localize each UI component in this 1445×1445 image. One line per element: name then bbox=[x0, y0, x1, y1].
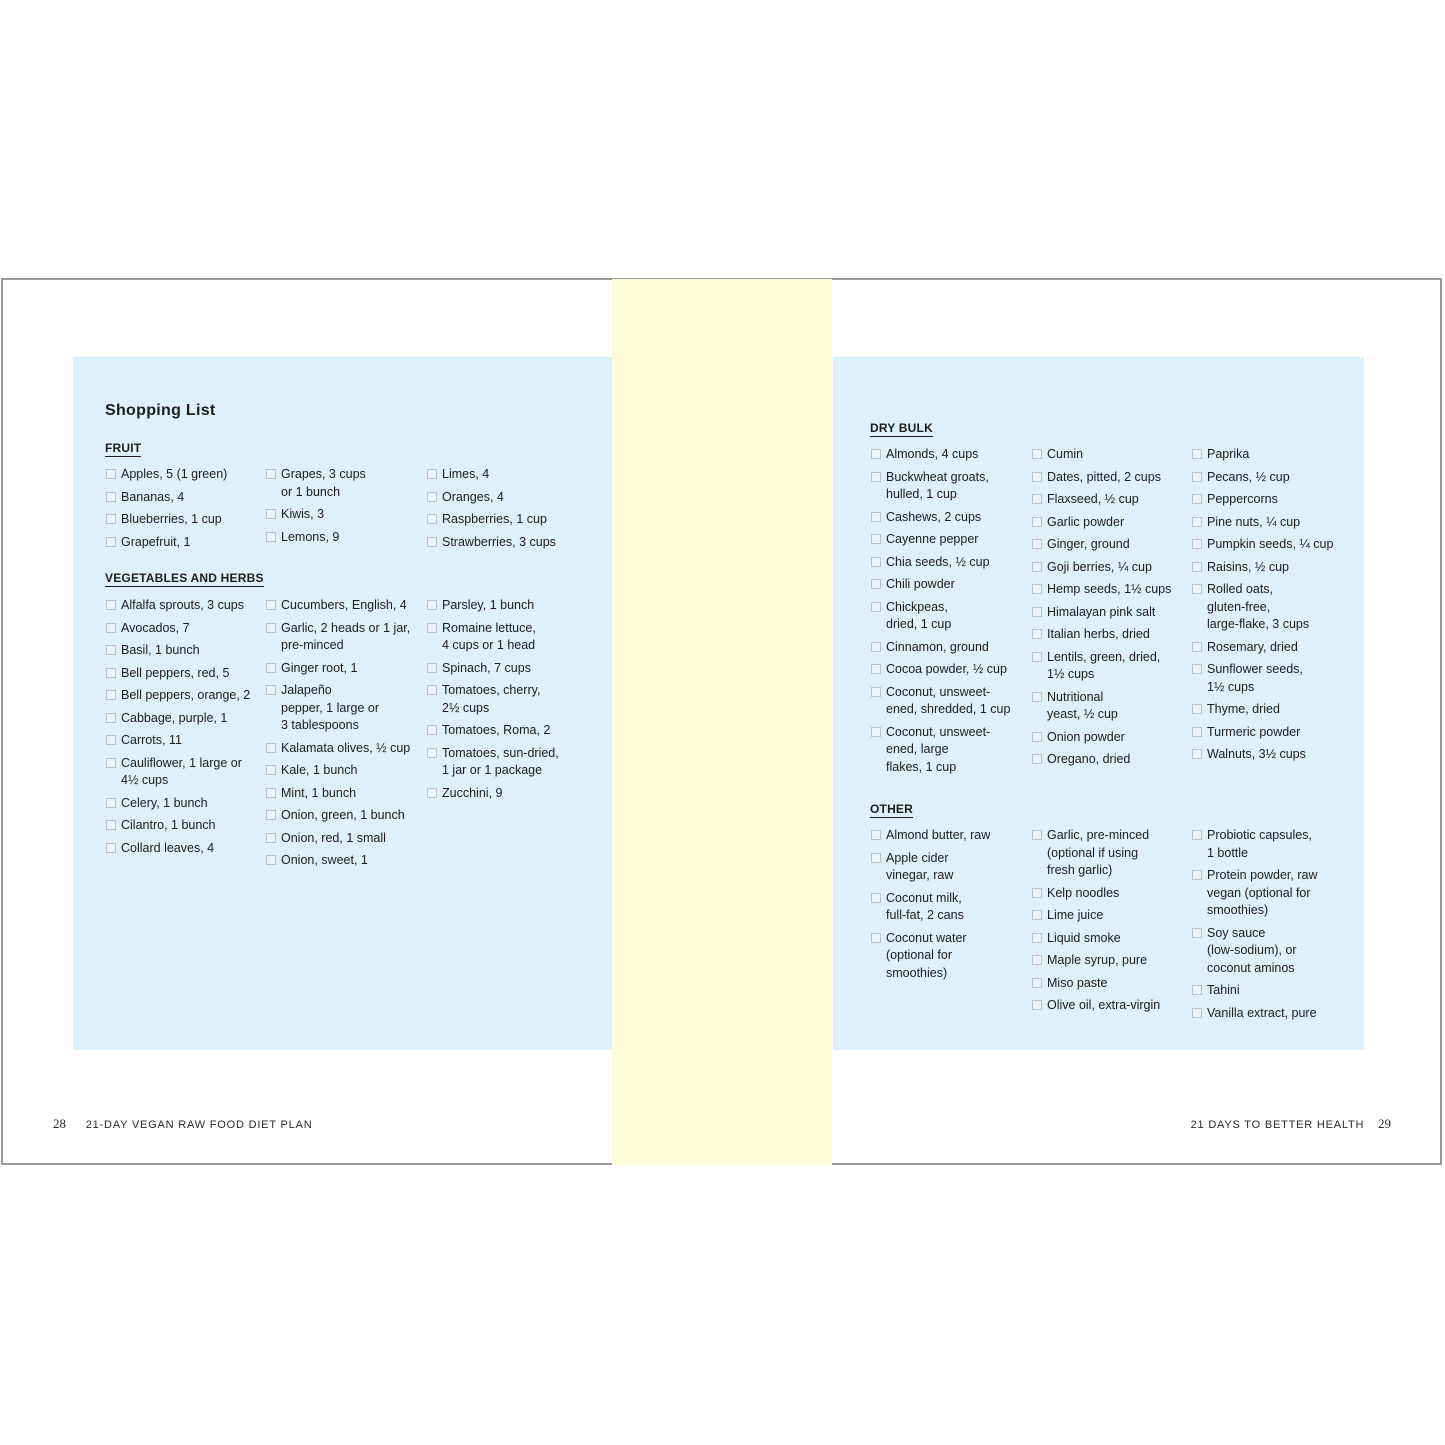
item-label: Strawberries, 3 cups bbox=[442, 534, 556, 549]
item-label: Avocados, 7 bbox=[121, 620, 190, 635]
running-head: 21 DAYS TO BETTER HEALTH bbox=[1190, 1119, 1365, 1131]
right-page-footer bbox=[1191, 1116, 1391, 1132]
checklist-item[interactable] bbox=[1192, 724, 1357, 742]
checklist-item[interactable] bbox=[427, 597, 587, 615]
checklist-item[interactable] bbox=[1192, 514, 1357, 532]
item-label: Paprika bbox=[1207, 447, 1250, 461]
item-label: Onion, green, 1 bunch bbox=[281, 808, 405, 822]
item-label: Oregano, dried bbox=[1047, 752, 1131, 766]
checkbox[interactable] bbox=[871, 512, 881, 522]
checklist-item[interactable] bbox=[1192, 446, 1357, 464]
checkbox[interactable] bbox=[427, 748, 437, 758]
item-label: Cumin bbox=[1047, 447, 1084, 461]
checkbox[interactable] bbox=[1192, 870, 1202, 880]
checklist-item[interactable] bbox=[871, 531, 1029, 549]
checklist-item[interactable] bbox=[871, 850, 1029, 885]
checkbox[interactable] bbox=[1032, 517, 1042, 527]
item-label: Pumpkin seeds, ¼ cup bbox=[1207, 537, 1334, 551]
checkbox[interactable] bbox=[1192, 727, 1202, 737]
checkbox[interactable] bbox=[266, 663, 276, 673]
item-label: Pine nuts, ¼ cup bbox=[1207, 514, 1301, 529]
item-label: Chili powder bbox=[886, 577, 955, 591]
checkbox[interactable] bbox=[1192, 664, 1202, 674]
checkbox[interactable] bbox=[427, 537, 437, 547]
checklist-item[interactable] bbox=[427, 660, 587, 678]
checklist-item[interactable] bbox=[266, 466, 421, 501]
item-label: Collard leaves, 4 bbox=[121, 840, 215, 855]
checklist-item[interactable] bbox=[106, 534, 261, 552]
checklist-item[interactable] bbox=[1032, 885, 1190, 903]
item-label: Kiwis, 3 bbox=[281, 507, 325, 521]
section-heading-fruit: FRUIT bbox=[105, 441, 142, 455]
item-label: Almond butter, raw bbox=[886, 828, 991, 842]
checklist-item[interactable] bbox=[1032, 997, 1190, 1015]
page-number: 29 bbox=[1378, 1116, 1391, 1131]
checklist-item[interactable] bbox=[1032, 975, 1190, 993]
checkbox[interactable] bbox=[1192, 472, 1202, 482]
fruit-column-3 bbox=[427, 466, 587, 551]
dry-bulk-column-1 bbox=[871, 446, 1029, 776]
checkbox[interactable] bbox=[427, 514, 437, 524]
other-column-2 bbox=[1032, 827, 1190, 1015]
checkbox[interactable] bbox=[266, 788, 276, 798]
checkbox[interactable] bbox=[106, 735, 116, 745]
checklist-item[interactable] bbox=[427, 534, 587, 552]
checkbox[interactable] bbox=[427, 663, 437, 673]
checkbox[interactable] bbox=[871, 534, 881, 544]
checklist-item[interactable] bbox=[1192, 701, 1357, 719]
checklist-item[interactable] bbox=[871, 724, 1029, 777]
item-label: Tomatoes, cherry, 2½ cups bbox=[442, 683, 541, 715]
checklist-item[interactable] bbox=[427, 722, 587, 740]
checklist-item[interactable] bbox=[1032, 559, 1190, 577]
checklist-item[interactable] bbox=[871, 599, 1029, 634]
checklist-item[interactable] bbox=[106, 732, 264, 750]
checklist-item[interactable] bbox=[106, 511, 261, 529]
section-heading-dry-bulk: DRY BULK bbox=[870, 421, 933, 435]
item-label: Buckwheat groats, hulled, 1 cup bbox=[886, 469, 989, 501]
page-title: Shopping List bbox=[105, 402, 216, 419]
checkbox[interactable] bbox=[106, 668, 116, 678]
item-label: Peppercorns bbox=[1207, 492, 1278, 506]
item-label: Lentils, green, dried, 1½ cups bbox=[1047, 649, 1161, 681]
checkbox[interactable] bbox=[1032, 978, 1042, 988]
item-label: Zucchini, 9 bbox=[442, 785, 503, 800]
checkbox[interactable] bbox=[427, 492, 437, 502]
other-column-3 bbox=[1192, 827, 1357, 1022]
checklist-item[interactable] bbox=[266, 620, 424, 655]
checkbox[interactable] bbox=[106, 623, 116, 633]
checklist-item[interactable] bbox=[1032, 729, 1190, 747]
item-label: Tomatoes, sun-dried, 1 jar or 1 package bbox=[442, 745, 559, 777]
checklist-item[interactable] bbox=[106, 642, 264, 660]
item-label: Apples, 5 (1 green) bbox=[121, 467, 228, 481]
checklist-item[interactable] bbox=[1192, 925, 1357, 978]
checklist-item[interactable] bbox=[1032, 952, 1190, 970]
running-head: 21-DAY VEGAN RAW FOOD DIET PLAN bbox=[85, 1119, 313, 1131]
item-label: Cocoa powder, ½ cup bbox=[886, 662, 1007, 676]
checkbox[interactable] bbox=[871, 893, 881, 903]
dry-bulk-column-2 bbox=[1032, 446, 1190, 769]
checkbox[interactable] bbox=[1032, 494, 1042, 504]
checklist-item[interactable] bbox=[1192, 661, 1357, 696]
checkbox[interactable] bbox=[106, 820, 116, 830]
item-label: Kale, 1 bunch bbox=[281, 763, 358, 777]
checkbox[interactable] bbox=[427, 469, 437, 479]
checkbox[interactable] bbox=[1032, 933, 1042, 943]
checkbox[interactable] bbox=[266, 469, 276, 479]
checklist-item[interactable] bbox=[871, 469, 1029, 504]
checkbox[interactable] bbox=[1192, 539, 1202, 549]
checklist-item[interactable] bbox=[427, 511, 587, 529]
checklist-item[interactable] bbox=[1192, 491, 1357, 509]
checkbox[interactable] bbox=[1032, 584, 1042, 594]
item-label: Dates, pitted, 2 cups bbox=[1047, 469, 1161, 484]
checkbox[interactable] bbox=[266, 855, 276, 865]
checklist-item[interactable] bbox=[427, 620, 587, 655]
item-label: Garlic, 2 heads or 1 jar, pre-minced bbox=[281, 620, 411, 652]
item-label: Flaxseed, ½ cup bbox=[1047, 492, 1139, 506]
left-page-footer bbox=[53, 1116, 312, 1132]
item-label: Soy sauce (low-sodium), or coconut aminos bbox=[1207, 925, 1297, 975]
checklist-item[interactable] bbox=[427, 489, 587, 507]
checkbox[interactable] bbox=[427, 725, 437, 735]
item-label: Vanilla extract, pure bbox=[1207, 1005, 1317, 1020]
item-label: Liquid smoke bbox=[1047, 930, 1121, 945]
item-label: Tomatoes, Roma, 2 bbox=[442, 723, 551, 737]
checklist-item[interactable] bbox=[266, 682, 424, 735]
item-label: Cabbage, purple, 1 bbox=[121, 710, 228, 725]
checklist-item[interactable] bbox=[871, 827, 1029, 845]
checkbox[interactable] bbox=[1032, 754, 1042, 764]
item-label: Jalapeño pepper, 1 large or 3 tablespoons bbox=[281, 683, 379, 732]
checkbox[interactable] bbox=[871, 933, 881, 943]
checkbox[interactable] bbox=[871, 727, 881, 737]
item-label: Turmeric powder bbox=[1207, 724, 1301, 739]
item-label: Mint, 1 bunch bbox=[281, 785, 357, 800]
checklist-item[interactable] bbox=[106, 489, 261, 507]
fruit-column-2 bbox=[266, 466, 421, 546]
other-column-1 bbox=[871, 827, 1029, 982]
fruit-column-1 bbox=[106, 466, 261, 551]
item-label: Grapes, 3 cups or 1 bunch bbox=[281, 467, 366, 499]
item-label: Rosemary, dried bbox=[1207, 639, 1298, 654]
item-label: Coconut, unsweet- ened, large flakes, 1 cup bbox=[886, 724, 991, 774]
checklist-item[interactable] bbox=[266, 830, 424, 848]
checklist-item[interactable] bbox=[106, 665, 264, 683]
checklist-item[interactable] bbox=[1192, 746, 1357, 764]
checkbox[interactable] bbox=[1192, 830, 1202, 840]
checkbox[interactable] bbox=[871, 449, 881, 459]
checkbox[interactable] bbox=[266, 833, 276, 843]
checklist-item[interactable] bbox=[427, 466, 587, 484]
item-label: Ginger, ground bbox=[1047, 537, 1130, 551]
checkbox[interactable] bbox=[106, 537, 116, 547]
checklist-item[interactable] bbox=[1192, 982, 1357, 1000]
checkbox[interactable] bbox=[106, 645, 116, 655]
item-label: Bell peppers, orange, 2 bbox=[121, 688, 251, 702]
item-label: Maple syrup, pure bbox=[1047, 953, 1148, 967]
checkbox[interactable] bbox=[1032, 562, 1042, 572]
checkbox[interactable] bbox=[106, 492, 116, 502]
item-label: Onion, red, 1 small bbox=[281, 830, 386, 845]
checkbox[interactable] bbox=[106, 843, 116, 853]
section-heading-vegetables-and-herbs: VEGETABLES AND HERBS bbox=[105, 571, 264, 585]
item-label: Chia seeds, ½ cup bbox=[886, 554, 990, 569]
item-label: Rolled oats, gluten-free, large-flake, 3 cups bbox=[1207, 582, 1310, 631]
item-label: Coconut, unsweet- ened, shredded, 1 cup bbox=[886, 684, 1011, 716]
vegetables-column-2 bbox=[266, 597, 424, 870]
dry-bulk-column-3 bbox=[1192, 446, 1357, 764]
checkbox[interactable] bbox=[1032, 629, 1042, 639]
checklist-item[interactable] bbox=[1032, 469, 1190, 487]
item-label: Garlic, pre-minced (optional if using fresh garlic) bbox=[1047, 828, 1150, 877]
checkbox[interactable] bbox=[1032, 472, 1042, 482]
item-label: Bell peppers, red, 5 bbox=[121, 665, 230, 680]
vegetables-column-3 bbox=[427, 597, 587, 802]
checklist-item[interactable] bbox=[1192, 469, 1357, 487]
checkbox[interactable] bbox=[266, 600, 276, 610]
checklist-item[interactable] bbox=[266, 506, 421, 524]
checklist-item[interactable] bbox=[266, 785, 424, 803]
checklist-item[interactable] bbox=[1032, 930, 1190, 948]
checklist-item[interactable] bbox=[871, 446, 1029, 464]
checkbox[interactable] bbox=[266, 532, 276, 542]
checklist-item[interactable] bbox=[871, 890, 1029, 925]
checkbox[interactable] bbox=[871, 687, 881, 697]
item-label: Coconut water (optional for smoothies) bbox=[886, 930, 967, 980]
checklist-item[interactable] bbox=[1192, 867, 1357, 920]
checklist-item[interactable] bbox=[266, 762, 424, 780]
item-label: Cauliflower, 1 large or 4½ cups bbox=[121, 755, 242, 787]
item-label: Grapefruit, 1 bbox=[121, 534, 191, 549]
checklist-item[interactable] bbox=[266, 740, 424, 758]
checkbox[interactable] bbox=[1032, 830, 1042, 840]
item-label: Hemp seeds, 1½ cups bbox=[1047, 582, 1172, 596]
checkbox[interactable] bbox=[427, 788, 437, 798]
checkbox[interactable] bbox=[266, 623, 276, 633]
checklist-item[interactable] bbox=[1032, 751, 1190, 769]
item-label: Protein powder, raw vegan (optional for smoothies) bbox=[1207, 868, 1318, 917]
checkbox[interactable] bbox=[106, 713, 116, 723]
item-label: Parsley, 1 bunch bbox=[442, 598, 535, 612]
checklist-item[interactable] bbox=[266, 597, 424, 615]
checkbox[interactable] bbox=[871, 642, 881, 652]
checklist-item[interactable] bbox=[106, 687, 264, 705]
item-label: Olive oil, extra-virgin bbox=[1047, 998, 1161, 1012]
checkbox[interactable] bbox=[1032, 692, 1042, 702]
checkbox[interactable] bbox=[1032, 910, 1042, 920]
item-label: Lime juice bbox=[1047, 908, 1104, 922]
item-label: Almonds, 4 cups bbox=[886, 447, 979, 461]
item-label: Blueberries, 1 cup bbox=[121, 512, 222, 526]
page-number: 28 bbox=[53, 1116, 66, 1131]
item-label: Pecans, ½ cup bbox=[1207, 469, 1290, 484]
item-label: Ginger root, 1 bbox=[281, 660, 358, 675]
checkbox[interactable] bbox=[871, 579, 881, 589]
item-label: Celery, 1 bunch bbox=[121, 795, 208, 810]
checklist-item[interactable] bbox=[1032, 604, 1190, 622]
checklist-item[interactable] bbox=[106, 597, 264, 615]
item-label: Thyme, dried bbox=[1207, 702, 1280, 716]
checklist-item[interactable] bbox=[871, 661, 1029, 679]
checkbox[interactable] bbox=[266, 810, 276, 820]
checklist-item[interactable] bbox=[1032, 689, 1190, 724]
item-label: Romaine lettuce, 4 cups or 1 head bbox=[442, 620, 536, 652]
item-label: Walnuts, 3½ cups bbox=[1207, 747, 1306, 761]
item-label: Cashews, 2 cups bbox=[886, 509, 982, 524]
checklist-item[interactable] bbox=[1192, 827, 1357, 862]
checklist-item[interactable] bbox=[871, 930, 1029, 983]
checkbox[interactable] bbox=[266, 765, 276, 775]
item-label: Tahini bbox=[1207, 983, 1240, 997]
checklist-item[interactable] bbox=[871, 576, 1029, 594]
item-label: Bananas, 4 bbox=[121, 489, 185, 504]
checklist-item[interactable] bbox=[1032, 581, 1190, 599]
checklist-item[interactable] bbox=[106, 817, 264, 835]
checklist-item[interactable] bbox=[871, 509, 1029, 527]
checkbox[interactable] bbox=[106, 798, 116, 808]
item-label: Garlic powder bbox=[1047, 514, 1125, 529]
checklist-item[interactable] bbox=[266, 529, 421, 547]
item-label: Nutritional yeast, ½ cup bbox=[1047, 689, 1118, 721]
checkbox[interactable] bbox=[1192, 562, 1202, 572]
vegetables-column-1 bbox=[106, 597, 264, 857]
checkbox[interactable] bbox=[106, 600, 116, 610]
item-label: Onion powder bbox=[1047, 729, 1125, 744]
checklist-item[interactable] bbox=[871, 684, 1029, 719]
item-label: Oranges, 4 bbox=[442, 489, 504, 504]
item-label: Carrots, 11 bbox=[121, 733, 182, 747]
checkbox[interactable] bbox=[1192, 704, 1202, 714]
checkbox[interactable] bbox=[871, 664, 881, 674]
checklist-item[interactable] bbox=[106, 755, 264, 790]
item-label: Cilantro, 1 bunch bbox=[121, 818, 216, 832]
item-label: Raisins, ½ cup bbox=[1207, 559, 1289, 574]
checkbox[interactable] bbox=[1032, 888, 1042, 898]
item-label: Raspberries, 1 cup bbox=[442, 512, 547, 526]
item-label: Chickpeas, dried, 1 cup bbox=[886, 599, 952, 631]
checkbox[interactable] bbox=[106, 514, 116, 524]
checklist-item[interactable] bbox=[106, 620, 264, 638]
item-label: Kalamata olives, ½ cup bbox=[281, 740, 411, 755]
checklist-item[interactable] bbox=[266, 807, 424, 825]
checklist-item[interactable] bbox=[266, 660, 424, 678]
item-label: Lemons, 9 bbox=[281, 529, 340, 544]
item-label: Himalayan pink salt bbox=[1047, 604, 1156, 619]
checklist-item[interactable] bbox=[266, 852, 424, 870]
checkbox[interactable] bbox=[1032, 539, 1042, 549]
checklist-item[interactable] bbox=[427, 745, 587, 780]
item-label: Probiotic capsules, 1 bottle bbox=[1207, 828, 1312, 860]
item-label: Kelp noodles bbox=[1047, 885, 1120, 900]
checkbox[interactable] bbox=[1032, 652, 1042, 662]
checklist-item[interactable] bbox=[1032, 514, 1190, 532]
checklist-item[interactable] bbox=[1032, 827, 1190, 880]
checkbox[interactable] bbox=[1192, 1008, 1202, 1018]
checkbox[interactable] bbox=[106, 469, 116, 479]
checkbox[interactable] bbox=[266, 509, 276, 519]
item-label: Goji berries, ¼ cup bbox=[1047, 559, 1152, 574]
checklist-item[interactable] bbox=[1192, 1005, 1357, 1023]
checkbox[interactable] bbox=[1192, 985, 1202, 995]
checklist-item[interactable] bbox=[106, 840, 264, 858]
item-label: Coconut milk, full-fat, 2 cans bbox=[886, 890, 964, 922]
checklist-item[interactable] bbox=[106, 710, 264, 728]
item-label: Alfalfa sprouts, 3 cups bbox=[121, 598, 244, 612]
checklist-item[interactable] bbox=[1192, 581, 1357, 634]
checkbox[interactable] bbox=[1032, 955, 1042, 965]
center-gutter bbox=[612, 279, 832, 1165]
checklist-item[interactable] bbox=[427, 785, 587, 803]
checkbox[interactable] bbox=[266, 685, 276, 695]
checklist-item[interactable] bbox=[1192, 559, 1357, 577]
checklist-item[interactable] bbox=[427, 682, 587, 717]
item-label: Spinach, 7 cups bbox=[442, 660, 531, 675]
item-label: Miso paste bbox=[1047, 975, 1108, 990]
checkbox[interactable] bbox=[427, 600, 437, 610]
checklist-item[interactable] bbox=[871, 554, 1029, 572]
item-label: Cinnamon, ground bbox=[886, 639, 989, 654]
item-label: Basil, 1 bunch bbox=[121, 643, 200, 657]
checkbox[interactable] bbox=[1032, 732, 1042, 742]
checkbox[interactable] bbox=[1192, 494, 1202, 504]
checklist-item[interactable] bbox=[1032, 446, 1190, 464]
checkbox[interactable] bbox=[1192, 584, 1202, 594]
section-heading-other: OTHER bbox=[870, 802, 913, 816]
checkbox[interactable] bbox=[1192, 928, 1202, 938]
checklist-item[interactable] bbox=[1032, 626, 1190, 644]
checklist-item[interactable] bbox=[106, 466, 261, 484]
checkbox[interactable] bbox=[1192, 749, 1202, 759]
checklist-item[interactable] bbox=[1192, 639, 1357, 657]
item-label: Apple cider vinegar, raw bbox=[886, 850, 954, 882]
checkbox[interactable] bbox=[266, 743, 276, 753]
checkbox[interactable] bbox=[1032, 607, 1042, 617]
item-label: Cucumbers, English, 4 bbox=[281, 598, 407, 612]
item-label: Onion, sweet, 1 bbox=[281, 853, 368, 867]
item-label: Italian herbs, dried bbox=[1047, 627, 1150, 641]
checkbox[interactable] bbox=[106, 690, 116, 700]
checkbox[interactable] bbox=[871, 853, 881, 863]
checkbox[interactable] bbox=[1192, 517, 1202, 527]
checkbox[interactable] bbox=[1032, 449, 1042, 459]
item-label: Cayenne pepper bbox=[886, 532, 979, 546]
checkbox[interactable] bbox=[106, 758, 116, 768]
checkbox[interactable] bbox=[871, 830, 881, 840]
checkbox[interactable] bbox=[871, 557, 881, 567]
checklist-item[interactable] bbox=[106, 795, 264, 813]
checkbox[interactable] bbox=[1192, 642, 1202, 652]
checklist-item[interactable] bbox=[1192, 536, 1357, 554]
item-label: Sunflower seeds, 1½ cups bbox=[1207, 662, 1303, 694]
item-label: Limes, 4 bbox=[442, 467, 490, 481]
checklist-item[interactable] bbox=[871, 639, 1029, 657]
checkbox[interactable] bbox=[1192, 449, 1202, 459]
checklist-item[interactable] bbox=[1032, 536, 1190, 554]
checkbox[interactable] bbox=[871, 602, 881, 612]
checklist-item[interactable] bbox=[1032, 907, 1190, 925]
checkbox[interactable] bbox=[871, 472, 881, 482]
checkbox[interactable] bbox=[427, 623, 437, 633]
checklist-item[interactable] bbox=[1032, 649, 1190, 684]
checkbox[interactable] bbox=[427, 685, 437, 695]
checkbox[interactable] bbox=[1032, 1000, 1042, 1010]
checklist-item[interactable] bbox=[1032, 491, 1190, 509]
